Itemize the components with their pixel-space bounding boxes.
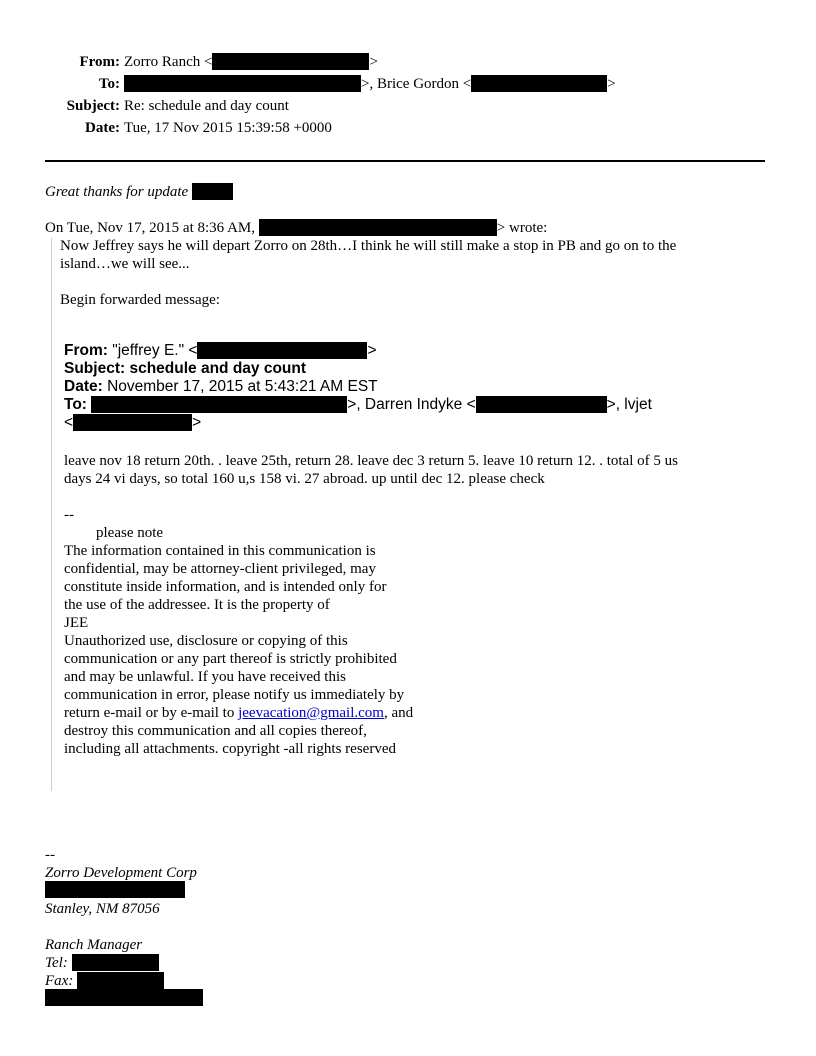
sig-dashes: --: [64, 507, 74, 523]
redaction-block: [259, 219, 497, 236]
please-note: please note: [96, 525, 164, 541]
redaction-block: [77, 972, 164, 989]
date-value: Tue, 17 Nov 2015 15:39:58 +0000: [124, 120, 332, 136]
fwd-to-cont: < >: [64, 414, 202, 431]
fwd-subject: Subject: schedule and day count: [64, 360, 307, 377]
reply-line: island…we will see...: [60, 256, 190, 272]
fwd-from: From: "jeffrey E." < >: [64, 342, 377, 359]
tel-line: Tel:: [45, 954, 159, 972]
email-link[interactable]: jeevacation@gmail.com: [238, 705, 384, 721]
reply-greeting: Great thanks for update: [45, 183, 233, 201]
quote-bar: [51, 238, 52, 791]
from-name: Zorro Ranch <: [124, 54, 213, 70]
redaction-block: [192, 183, 233, 200]
to-label: To:: [98, 76, 120, 92]
redaction-block: [45, 989, 203, 1006]
redaction-block: [197, 342, 367, 359]
redaction-block: [91, 396, 347, 413]
redaction-block: [212, 53, 369, 70]
fwd-body-line: leave nov 18 return 20th. . leave 25th, return 28. leave dec 3 return 5. leave 10 return 12. . total of 5 us: [64, 453, 678, 469]
signature-dashes: --: [45, 847, 55, 863]
header-divider: [45, 160, 765, 162]
begin-forwarded: Begin forwarded message:: [60, 292, 220, 308]
redaction-block: [476, 396, 607, 413]
fwd-date: Date: November 17, 2015 at 5:43:21 AM EST: [64, 378, 378, 395]
redaction-block: [72, 954, 159, 971]
redaction-block: [45, 881, 185, 898]
fax-line: Fax:: [45, 972, 164, 990]
redaction-block: [73, 414, 192, 431]
company-name: Zorro Development Corp: [45, 865, 197, 881]
from-label: From:: [79, 54, 120, 70]
date-label: Date:: [85, 120, 120, 136]
fwd-body-line: days 24 vi days, so total 160 u,s 158 vi. 27 abroad. up until dec 12. please check: [64, 471, 545, 487]
company-city: Stanley, NM 87056: [45, 901, 160, 917]
quote-attribution: On Tue, Nov 17, 2015 at 8:36 AM, > wrote:: [45, 220, 548, 236]
subject-value: Re: schedule and day count: [124, 98, 289, 114]
fwd-to: To: >, Darren Indyke < >, lvjet: [64, 396, 652, 413]
subject-label: Subject:: [66, 98, 120, 114]
redaction-block: [471, 75, 607, 92]
to-recipients: >, Brice Gordon <: [361, 76, 472, 92]
redaction-block: [124, 75, 361, 92]
signature-title: Ranch Manager: [45, 937, 143, 953]
reply-line: Now Jeffrey says he will depart Zorro on 28th…I think he will still make a stop in PB and go on to the: [60, 238, 677, 254]
